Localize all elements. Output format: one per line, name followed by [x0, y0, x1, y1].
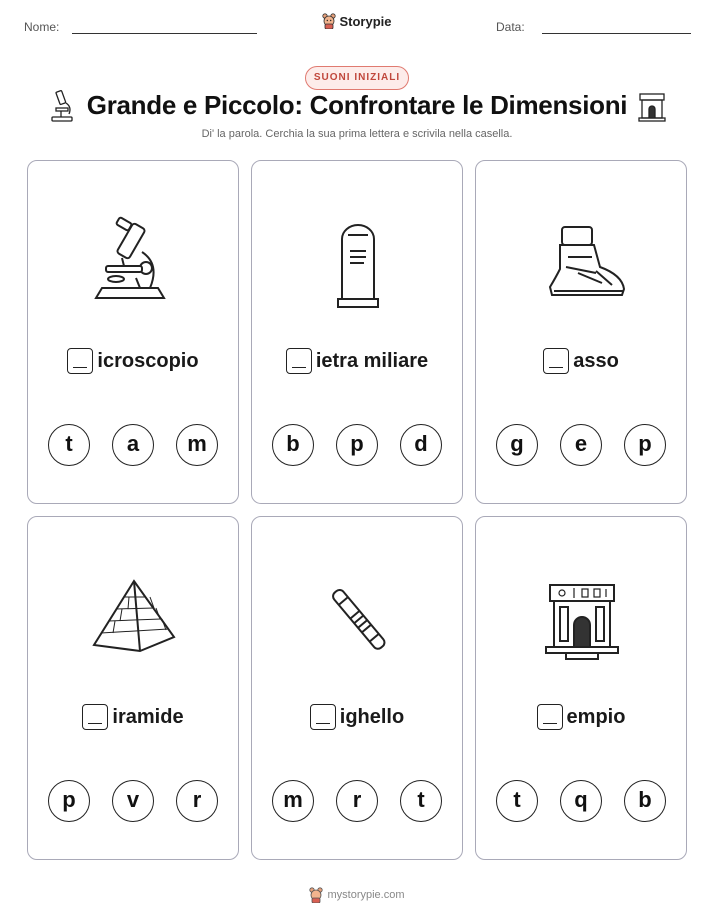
answer-box[interactable] — [286, 348, 312, 374]
word-remainder: asso — [573, 349, 619, 372]
word-card — [475, 160, 687, 504]
letter-option[interactable]: g — [496, 424, 538, 466]
letter-option[interactable]: r — [336, 780, 378, 822]
name-line[interactable] — [72, 33, 257, 34]
letter-option[interactable]: a — [112, 424, 154, 466]
brand-name: Storypie — [339, 13, 392, 29]
word-card — [27, 160, 239, 504]
letter-option[interactable]: m — [272, 780, 314, 822]
answer-box[interactable] — [310, 704, 336, 730]
word-remainder: ighello — [339, 705, 405, 728]
footer — [0, 887, 714, 906]
word-remainder: icroscopio — [97, 349, 199, 372]
brand-logo — [0, 13, 714, 32]
word-remainder: ietra miliare — [315, 349, 429, 372]
word-card — [251, 160, 463, 504]
letter-option[interactable]: r — [176, 780, 218, 822]
letter-option[interactable]: d — [400, 424, 442, 466]
instructions: Di' la parola. Cerchia la sua prima lettera e scrivila nella casella. — [201, 128, 513, 140]
letter-option[interactable]: p — [336, 424, 378, 466]
answer-box[interactable] — [82, 704, 108, 730]
letter-option[interactable]: q — [560, 780, 602, 822]
letter-options — [28, 780, 238, 822]
letter-option[interactable]: e — [560, 424, 602, 466]
letter-options — [28, 424, 238, 466]
word-remainder: empio — [566, 705, 626, 728]
answer-box[interactable] — [537, 704, 563, 730]
footer-url[interactable]: mystorypie.com — [327, 889, 405, 901]
letter-option[interactable]: m — [176, 424, 218, 466]
milestone-icon — [308, 221, 408, 311]
word-card — [475, 516, 687, 860]
word-card — [251, 516, 463, 860]
category-badge: SUONI INIZIALI — [305, 66, 409, 90]
letter-option[interactable]: t — [496, 780, 538, 822]
letter-options — [476, 780, 686, 822]
date-label: Data: — [496, 20, 525, 34]
word-remainder: iramide — [112, 705, 184, 728]
answer-box[interactable] — [543, 348, 569, 374]
date-line[interactable] — [542, 33, 691, 34]
temple-icon — [637, 88, 667, 124]
letter-options — [252, 780, 462, 822]
letter-option[interactable]: b — [272, 424, 314, 466]
bear-icon — [309, 887, 323, 903]
scroll-icon — [308, 575, 408, 665]
word-card — [27, 516, 239, 860]
letter-option[interactable]: v — [112, 780, 154, 822]
letter-option[interactable]: b — [624, 780, 666, 822]
bear-icon — [322, 13, 336, 29]
letter-option[interactable]: t — [400, 780, 442, 822]
temple-icon — [532, 579, 632, 669]
letter-options — [476, 424, 686, 466]
letter-options — [252, 424, 462, 466]
answer-box[interactable] — [67, 348, 93, 374]
letter-option[interactable]: p — [48, 780, 90, 822]
sandal-icon — [532, 223, 632, 313]
letter-option[interactable]: p — [624, 424, 666, 466]
letter-option[interactable]: t — [48, 424, 90, 466]
page-title: Grande e Piccolo: Confrontare le Dimensioni — [86, 90, 628, 120]
microscope-icon — [84, 216, 184, 306]
pyramid-icon — [84, 575, 184, 665]
name-label: Nome: — [24, 20, 60, 34]
